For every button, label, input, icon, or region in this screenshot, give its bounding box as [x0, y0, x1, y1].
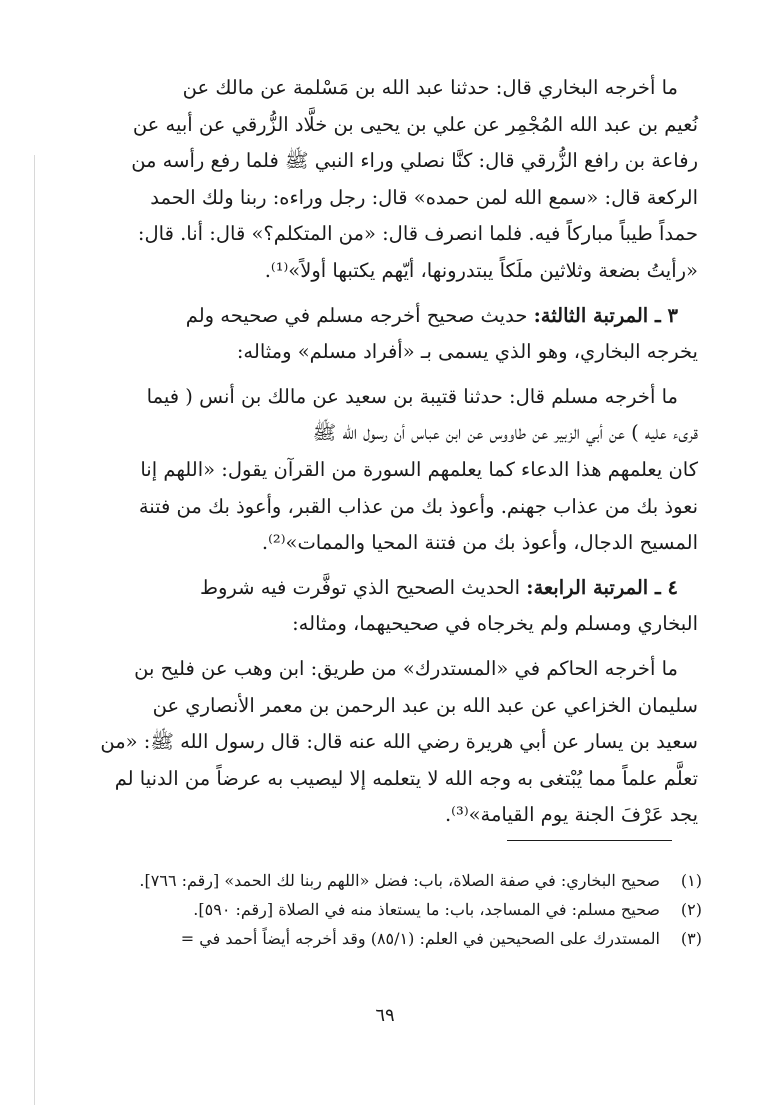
footnote-text: صحيح البخاري: في صفة الصلاة، باب: فضل «اللهم ربنا لك الحمد» [رقم: ٧٦٦]. — [139, 871, 660, 890]
text-run: الحديث الصحيح الذي توفَّرت فيه شروط — [199, 575, 527, 599]
footnote-text: المستدرك على الصحيحين في العلم: (٨٥/١) وقد أخرجه أيضاً أحمد في = — [180, 929, 660, 948]
footnote-item — [98, 924, 702, 953]
page-body — [98, 70, 698, 842]
text-line: رفاعة بن رافع الزُّرقي قال: كنَّا نصلي وراء النبي ﷺ فلما رفع رأسه من — [131, 149, 698, 173]
text-line: البخاري ومسلم ولم يخرجاه في صحيحيهما، ومثاله: — [292, 612, 698, 636]
text-run: حديث صحيح أخرجه مسلم في صحيحه ولم — [185, 303, 534, 327]
text-line: سعيد بن يسار عن أبي هريرة رضي الله عنه قال: قال رسول الله ﷺ: «من — [100, 730, 698, 754]
text-line: ما أخرجه مسلم قال: حدثنا قتيبة بن سعيد عن مالك بن أنس ( فيما — [146, 384, 678, 408]
text-line: قرىء عليه ) عن أبي الزبير عن طاووس عن ابن عباس أن رسول الله ﷺ — [312, 421, 698, 445]
page-number: ٦٩ — [375, 1005, 395, 1026]
page-edge-line — [34, 155, 35, 1105]
text-line: يخرجه البخاري، وهو الذي يسمى بـ «أفراد مسلم» ومثاله: — [236, 340, 698, 364]
text-line: «رأيتُ بضعة وثلاثين ملَكاً يبتدرونها، أيّهم يكتبها أولاً»⁽¹⁾. — [264, 258, 698, 282]
paragraph-hakim-example — [98, 651, 698, 834]
footnote-separator — [507, 840, 672, 841]
text-line: ما أخرجه الحاكم في «المستدرك» من طريق: ابن وهب عن فليح بن — [134, 656, 678, 680]
text-line: ما أخرجه البخاري قال: حدثنا عبد الله بن مَسْلمة عن مالك عن — [182, 76, 678, 99]
text-line: حمداً طيباً مباركاً فيه. فلما انصرف قال: «من المتكلم؟» قال: أنا. قال: — [137, 222, 698, 246]
footnote-text: صحيح مسلم: في المساجد، باب: ما يستعاذ منه في الصلاة [رقم: ٥٩٠]. — [193, 900, 660, 919]
text-line: يجد عَرْفَ الجنة يوم القيامة»⁽³⁾. — [444, 803, 698, 827]
section-heading-third-rank: ٣ ـ المرتبة الثالثة: — [533, 303, 678, 327]
text-line: المسيح الدجال، وأعوذ بك من فتنة المحيا والممات»⁽²⁾. — [261, 531, 698, 555]
footnote-number: (١) — [680, 871, 702, 890]
section-heading-fourth-rank: ٤ ـ المرتبة الرابعة: — [526, 575, 678, 599]
text-line — [98, 570, 698, 607]
text-line: نُعيم بن عبد الله المُجْمِر عن علي بن يحيى بن خلَّاد الزُّرقي عن أبيه عن — [132, 112, 698, 136]
paragraph-fourth-rank — [98, 570, 698, 643]
footnotes — [98, 866, 702, 953]
text-line: تعلَّم علماً مما يُبْتغى به وجه الله لا يتعلمه إلا ليصيب به عرضاً من الدنيا لم — [114, 766, 698, 790]
footnote-item — [98, 895, 702, 924]
footnote-number: (٢) — [680, 900, 702, 919]
footnote-item — [98, 866, 702, 895]
paragraph-third-rank — [98, 298, 698, 371]
text-line: نعوذ بك من عذاب جهنم. وأعوذ بك من عذاب القبر، وأعوذ بك من فتنة — [138, 494, 698, 518]
text-line: الركعة قال: «سمع الله لمن حمده» قال: رجل وراءه: ربنا ولك الحمد — [150, 185, 698, 209]
footnote-number: (٣) — [680, 929, 702, 948]
text-line: كان يعلمهم هذا الدعاء كما يعلمهم السورة من القرآن يقول: «اللهم إنا — [140, 457, 698, 481]
paragraph-muslim-example — [98, 379, 698, 562]
paragraph-bukhari-example — [98, 70, 698, 290]
text-line: سليمان الخزاعي عن عبد الله بن عبد الرحمن بن معمر الأنصاري عن — [152, 693, 698, 717]
text-line — [98, 298, 698, 335]
